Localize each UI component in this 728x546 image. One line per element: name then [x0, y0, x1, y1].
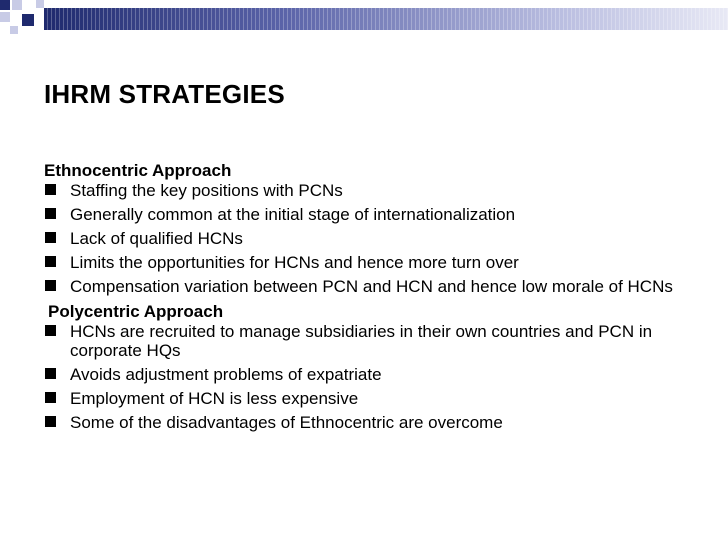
list-item	[44, 322, 704, 360]
square-bullet-icon	[45, 280, 56, 291]
section-ethnocentric	[44, 160, 704, 296]
list-item-text: Staffing the key positions with PCNs	[70, 181, 343, 200]
section-heading: Ethnocentric Approach	[44, 161, 232, 180]
slide-title: IHRM STRATEGIES	[44, 79, 285, 109]
list-item-text: Employment of HCN is less expensive	[70, 389, 359, 408]
list-item-text: Limits the opportunities for HCNs and hence more turn over	[70, 253, 519, 272]
list-item-text: HCNs are recruited to manage subsidiaries in their own countries and PCN in corporate HQs	[70, 322, 653, 360]
square-bullet-icon	[45, 416, 56, 427]
bullet-list	[44, 322, 704, 432]
decor-square	[12, 0, 22, 10]
list-item	[44, 181, 704, 200]
list-item-text: Lack of qualified HCNs	[70, 229, 243, 248]
decor-square	[10, 26, 18, 34]
decor-square	[0, 12, 10, 22]
list-item	[44, 253, 704, 272]
square-bullet-icon	[45, 392, 56, 403]
square-bullet-icon	[45, 184, 56, 195]
header-gradient-bar	[44, 8, 728, 30]
bullet-list	[44, 181, 704, 296]
list-item-text: Generally common at the initial stage of internationalization	[70, 205, 516, 224]
list-item-text: Compensation variation between PCN and HCN and hence low morale of HCNs	[70, 277, 673, 296]
decor-square	[0, 0, 10, 10]
list-item-text: Some of the disadvantages of Ethnocentric are overcome	[70, 413, 503, 432]
decor-square	[36, 0, 44, 8]
list-item	[44, 205, 704, 224]
square-bullet-icon	[45, 208, 56, 219]
section-polycentric	[44, 301, 704, 432]
slide-content	[44, 160, 704, 437]
list-item	[44, 277, 704, 296]
square-bullet-icon	[45, 325, 56, 336]
list-item-text: Avoids adjustment problems of expatriate	[70, 365, 382, 384]
square-bullet-icon	[45, 368, 56, 379]
square-bullet-icon	[45, 232, 56, 243]
list-item	[44, 413, 704, 432]
list-item	[44, 229, 704, 248]
header-decoration	[0, 0, 728, 36]
list-item	[44, 365, 704, 384]
square-bullet-icon	[45, 256, 56, 267]
list-item	[44, 389, 704, 408]
decor-square	[22, 14, 34, 26]
section-heading: Polycentric Approach	[48, 302, 224, 321]
